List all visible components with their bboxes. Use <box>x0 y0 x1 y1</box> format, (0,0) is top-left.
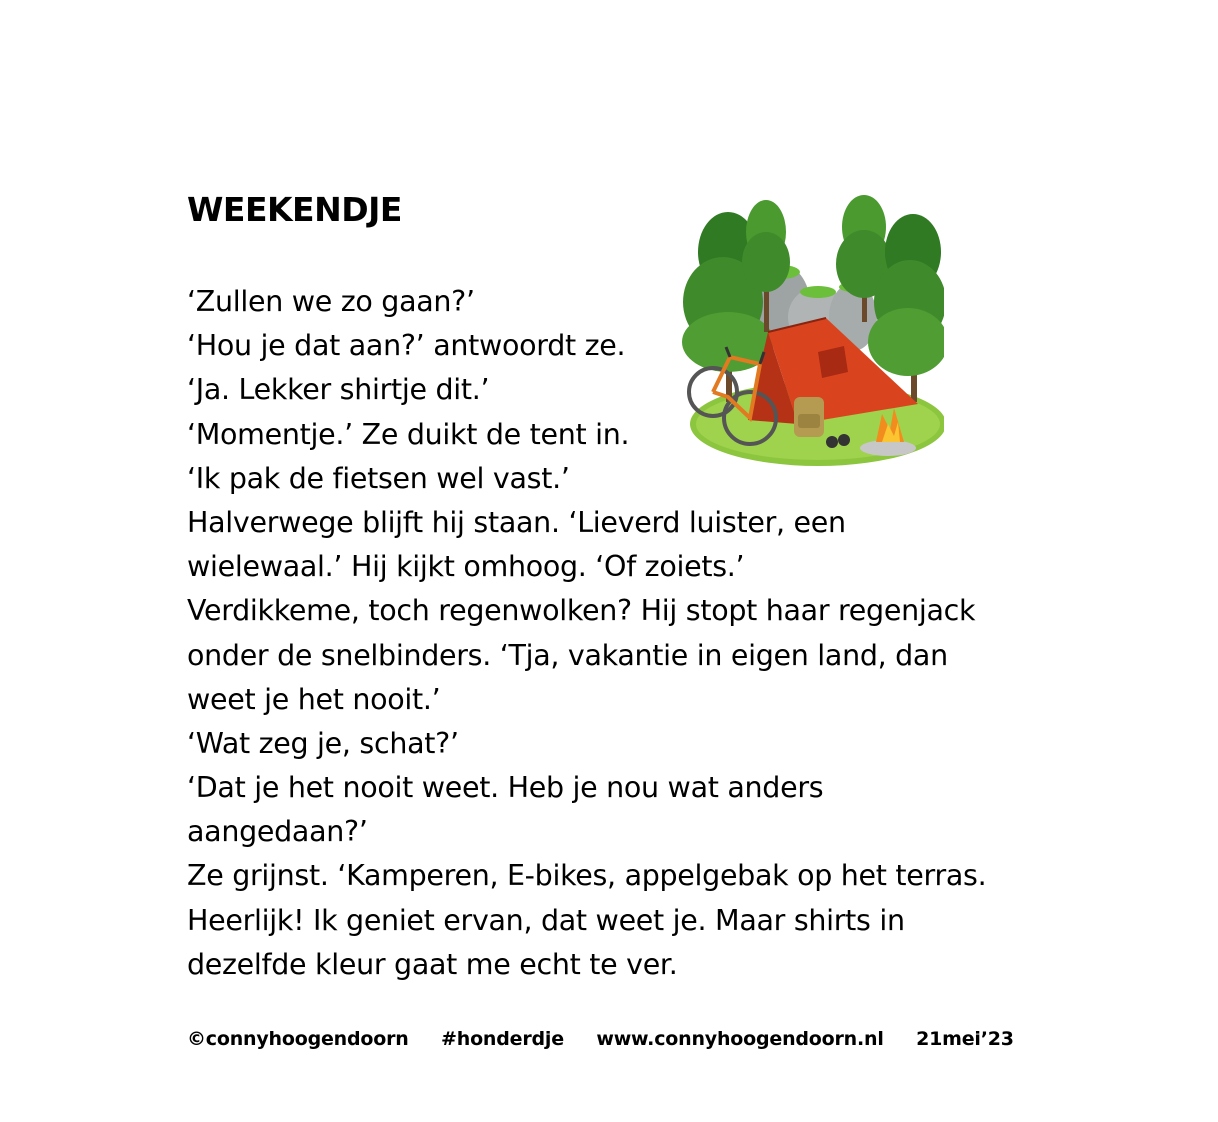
footer-hashtag: #honderdje <box>441 1028 564 1050</box>
story-line: weet je het nooit.’ <box>187 682 441 716</box>
footer-website: www.connyhoogendoorn.nl <box>596 1028 884 1050</box>
footer-copyright: ©connyhoogendoorn <box>187 1028 409 1050</box>
story-line: Heerlijk! Ik geniet ervan, dat weet je. Maar shirts in <box>187 903 905 937</box>
document-title: WEEKENDJE <box>187 190 402 229</box>
story-line: ‘Wat zeg je, schat?’ <box>187 726 459 760</box>
story-line: aangedaan?’ <box>187 815 368 849</box>
story-line: Verdikkeme, toch regenwolken? Hij stopt haar regenjack <box>187 594 976 628</box>
story-line: dezelfde kleur gaat me echt te ver. <box>187 947 678 981</box>
story-line: ‘Zullen we zo gaan?’ <box>187 285 475 318</box>
story-line: ‘Ik pak de fietsen wel vast.’ <box>187 461 570 495</box>
story-line: onder de snelbinders. ‘Tja, vakantie in eigen land, dan <box>187 638 948 672</box>
story-line: Ze grijnst. ‘Kamperen, E-bikes, appelgebak op het terras. <box>187 859 987 893</box>
footer-date: 21mei’23 <box>916 1028 1014 1050</box>
story-text <box>187 280 1047 987</box>
footer <box>187 1028 1014 1050</box>
story-line: ‘Hou je dat aan?’ antwoordt ze. <box>187 329 626 363</box>
story-line: ‘Dat je het nooit weet. Heb je nou wat anders <box>187 771 824 805</box>
story-line: wielewaal.’ Hij kijkt omhoog. ‘Of zoiets.’ <box>187 550 745 584</box>
story-line: ‘Ja. Lekker shirtje dit.’ <box>187 373 490 407</box>
story-line: Halverwege blijft hij staan. ‘Lieverd luister, een <box>187 505 846 539</box>
story-line: ‘Momentje.’ Ze duikt de tent in. <box>187 417 630 451</box>
